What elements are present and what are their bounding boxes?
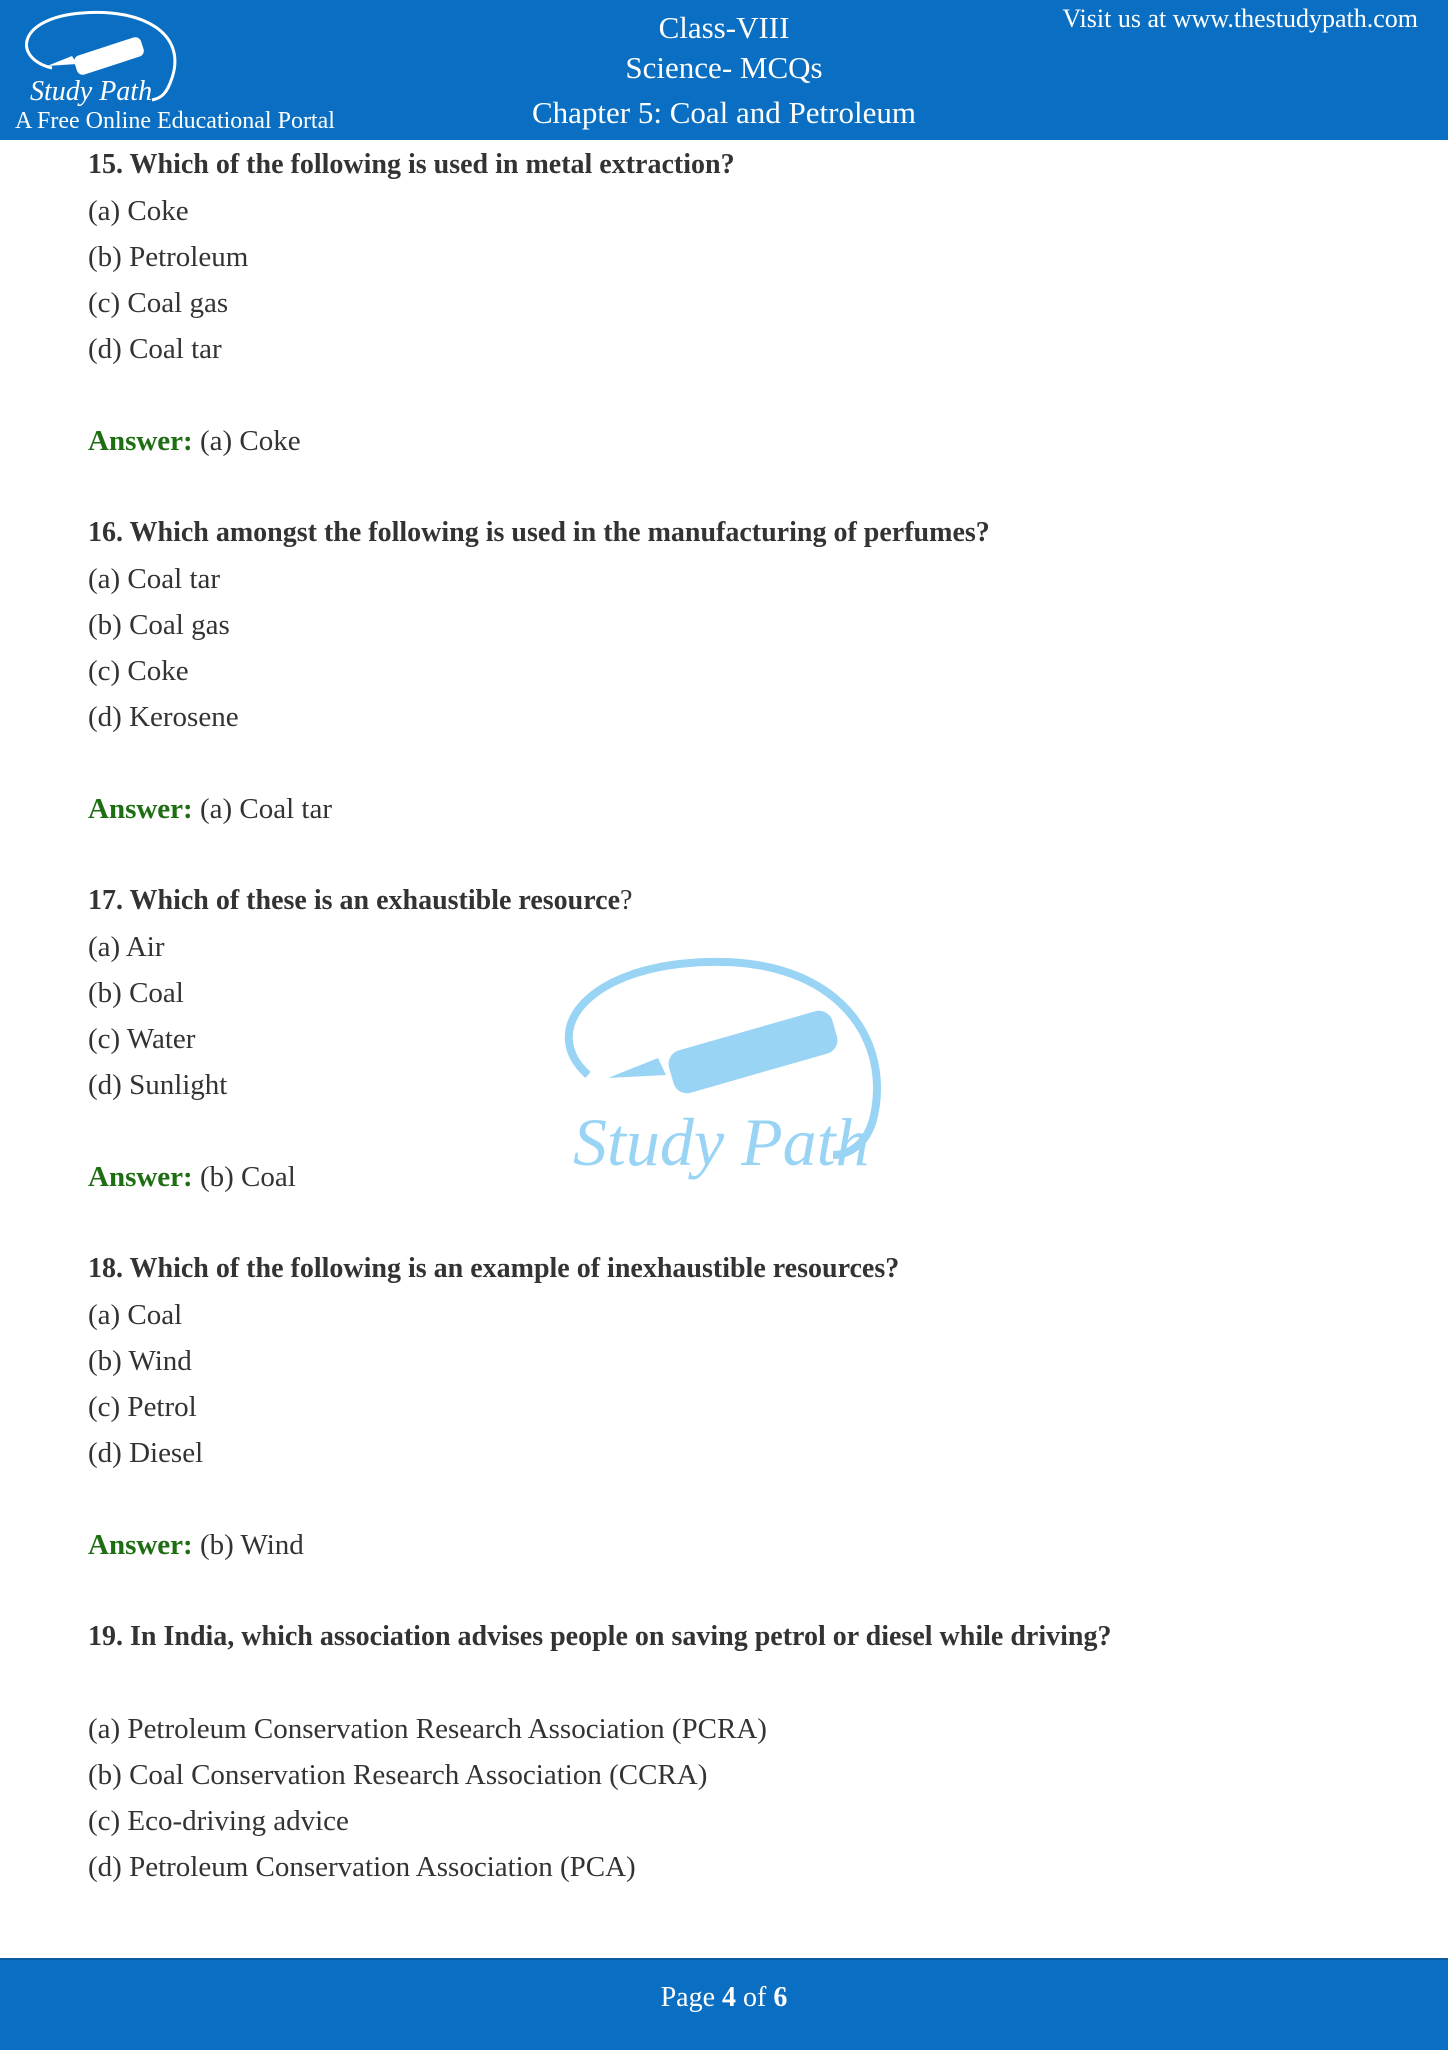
question-text xyxy=(88,1246,1388,1292)
answer xyxy=(88,1154,1388,1200)
answer-value: (b) Wind xyxy=(199,1529,304,1561)
option: (c) Water xyxy=(88,1023,196,1055)
answer-value: (b) Coal xyxy=(199,1161,296,1193)
question-number: 15. xyxy=(88,149,123,180)
page-footer xyxy=(0,1958,1448,2050)
subject-title: Science- MCQs xyxy=(625,50,823,85)
question-block xyxy=(88,1614,1388,1890)
svg-text:Study Path: Study Path xyxy=(30,76,153,107)
option: (c) Eco-driving advice xyxy=(88,1805,349,1837)
question-text xyxy=(88,142,1388,188)
study-path-logo-icon xyxy=(12,8,182,108)
class-title: Class-VIII xyxy=(658,10,790,45)
option: (c) Petrol xyxy=(88,1391,197,1423)
question-block xyxy=(88,142,1388,464)
question-text xyxy=(88,510,1388,556)
option: (b) Coal gas xyxy=(88,609,230,641)
question-stem: Which of the following is used in metal extraction? xyxy=(129,149,735,180)
option: (d) Petroleum Conservation Association (PCA) xyxy=(88,1851,636,1883)
question-stem: Which amongst the following is used in the manufacturing of perfumes? xyxy=(129,517,990,548)
question-block xyxy=(88,510,1388,832)
answer-value: (a) Coal tar xyxy=(199,793,332,825)
chapter-title: Chapter 5: Coal and Petroleum xyxy=(532,95,916,130)
question-number: 18. xyxy=(88,1253,123,1284)
option: (b) Coal xyxy=(88,977,184,1009)
page-header xyxy=(0,0,1448,140)
question-stem: Which of these is an exhaustible resource xyxy=(129,885,621,916)
question-text xyxy=(88,878,1388,924)
question-number: 17. xyxy=(88,885,123,916)
tagline: A Free Online Educational Portal xyxy=(15,108,335,134)
option: (d) Coal tar xyxy=(88,333,222,365)
answer xyxy=(88,786,1388,832)
answer-label: Answer: xyxy=(88,1161,193,1193)
option: (b) Coal Conservation Research Association (CCRA) xyxy=(88,1759,708,1791)
question-block xyxy=(88,1246,1388,1568)
spacer xyxy=(88,1660,1388,1706)
question-number: 19. xyxy=(88,1621,123,1652)
option: (a) Coal tar xyxy=(88,563,221,595)
option: (b) Wind xyxy=(88,1345,192,1377)
answer-label: Answer: xyxy=(88,1529,193,1561)
mcq-content xyxy=(88,142,1388,1890)
question-text xyxy=(88,1614,1388,1660)
answer-label: Answer: xyxy=(88,793,193,825)
option: (a) Coal xyxy=(88,1299,183,1331)
of-word: of xyxy=(743,1982,767,2013)
option: (d) Kerosene xyxy=(88,701,239,733)
total-pages: 6 xyxy=(773,1982,788,2013)
current-page: 4 xyxy=(722,1982,737,2013)
question-number: 16. xyxy=(88,517,123,548)
option: (b) Petroleum xyxy=(88,241,249,273)
website-link[interactable]: Visit us at www.thestudypath.com xyxy=(1062,4,1418,33)
svg-text:Study Path: Study Path xyxy=(573,1104,870,1180)
page-number xyxy=(0,1982,1448,2014)
answer xyxy=(88,1522,1388,1568)
page-word: Page xyxy=(660,1982,716,2013)
question-stem: Which of the following is an example of inexhaustible resources? xyxy=(129,1253,900,1284)
option: (a) Air xyxy=(88,931,165,963)
option: (a) Coke xyxy=(88,195,189,227)
question-stem: In India, which association advises people on saving petrol or diesel while driving? xyxy=(130,1621,1112,1652)
answer xyxy=(88,418,1388,464)
question-mark: ? xyxy=(620,885,633,916)
option: (d) Diesel xyxy=(88,1437,204,1469)
option: (c) Coke xyxy=(88,655,189,687)
answer-label: Answer: xyxy=(88,425,193,457)
option: (d) Sunlight xyxy=(88,1069,228,1101)
option: (a) Petroleum Conservation Research Association (PCRA) xyxy=(88,1713,767,1745)
option: (c) Coal gas xyxy=(88,287,229,319)
answer-value: (a) Coke xyxy=(199,425,301,457)
question-block xyxy=(88,878,1388,1200)
